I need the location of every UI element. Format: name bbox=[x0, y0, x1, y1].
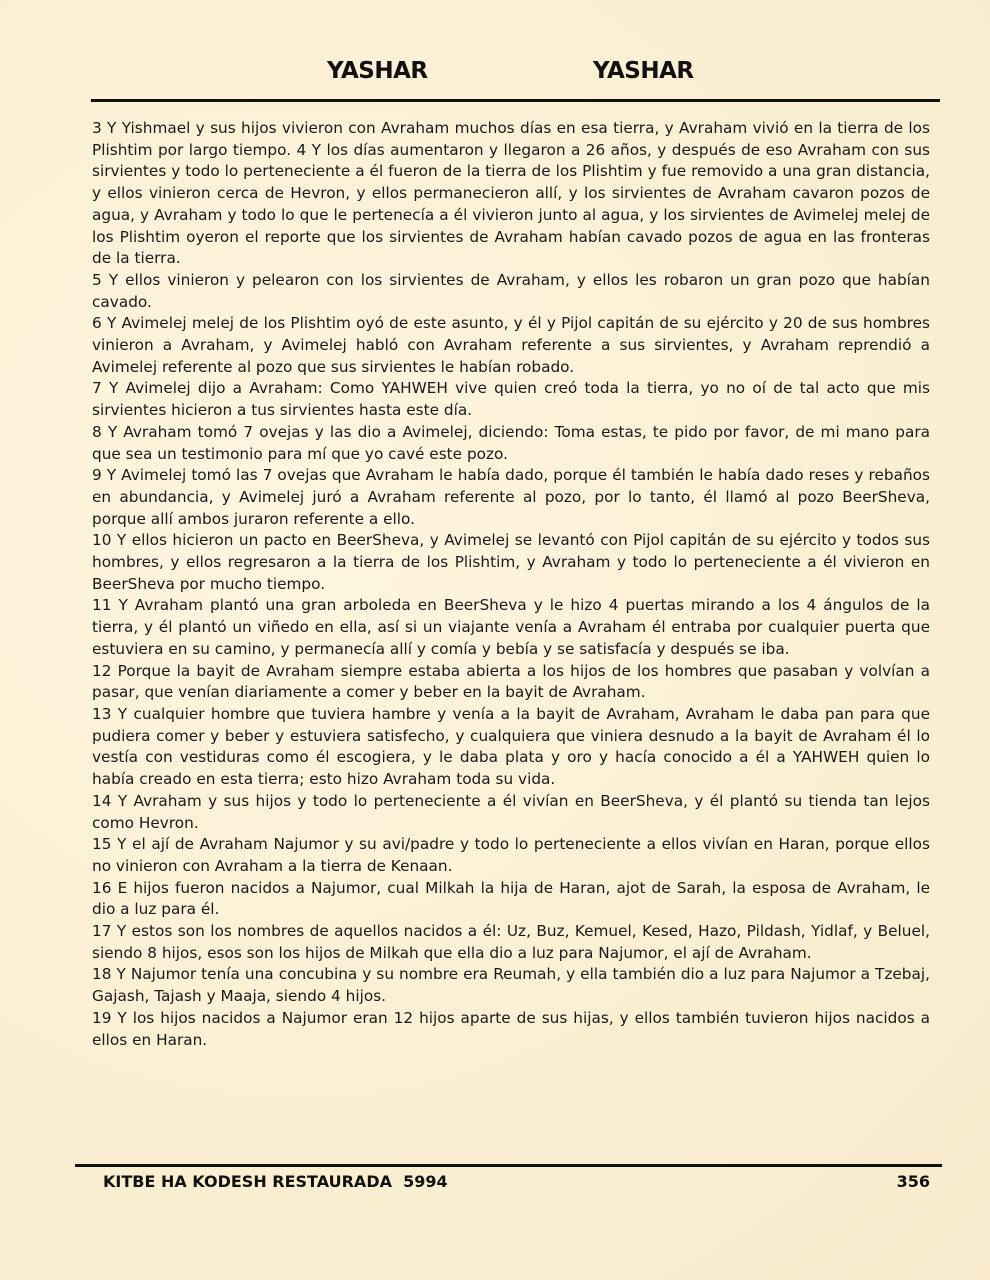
verse-paragraph: 18 Y Najumor tenía una concubina y su nombre era Reumah, y ella también dio a luz para Najumor a Tzebaj, Gajash, Tajash y Maaja, siendo 4 hijos. bbox=[92, 965, 930, 1006]
verse-paragraph: 16 E hijos fueron nacidos a Najumor, cual Milkah la hija de Haran, ajot de Sarah, la esposa de Avraham, le dio a luz para él. bbox=[92, 878, 930, 919]
verse-paragraph: 5 Y ellos vinieron y pelearon con los sirvientes de Avraham, y ellos les robaron un gran pozo que habían cavado. bbox=[92, 270, 930, 311]
page-number: 356 bbox=[896, 1172, 930, 1191]
footer-book-title: KITBE HA KODESH RESTAURADA 5994 bbox=[103, 1172, 448, 1191]
verse-paragraph: 19 Y los hijos nacidos a Najumor eran 12 hijos aparte de sus hijas, y ellos también tuvieron hijos nacidos a ellos en Haran. bbox=[92, 1008, 930, 1049]
verse-paragraph: 10 Y ellos hicieron un pacto en BeerSheva, y Avimelej se levantó con Pijol capitán de su ejército y todos sus hombres, y ellos regresaron a la tierra de los Plishtim, y Avraham y todo lo perteneciente a él vivieron en BeerSheva por mucho tiempo. bbox=[92, 531, 930, 593]
verse-paragraph: 7 Y Avimelej dijo a Avraham: Como YAHWEH vive quien creó toda la tierra, yo no oí de tal acto que mis sirvientes hicieron a tus sirvientes hasta este día. bbox=[92, 379, 930, 420]
verse-paragraph: 14 Y Avraham y sus hijos y todo lo perteneciente a él vivían en BeerSheva, y él plantó su tienda tan lejos como Hevron. bbox=[92, 791, 930, 832]
verse-paragraph: 12 Porque la bayit de Avraham siempre estaba abierta a los hijos de los hombres que pasaban y volvían a pasar, que venían diariamente a comer y beber en la bayit de Avraham. bbox=[92, 661, 930, 702]
verse-paragraph: 15 Y el ají de Avraham Najumor y su avi/padre y todo lo perteneciente a ellos vivían en Haran, porque ellos no vinieron con Avraham a la tierra de Kenaan. bbox=[92, 835, 930, 875]
verse-paragraph: 3 Y Yishmael y sus hijos vivieron con Avraham muchos días en esa tierra, y Avraham vivió en la tierra de los Plishtim por largo tiempo. 4 Y los días aumentaron y llegaron a 26 años, y después de eso Avraham con sus sirvientes y todo lo perteneciente a él fueron de la tierra de los Plishtim y fue removido a una gran distancia, y ellos vinieron cerca de Hevron, y ellos permanecieron allí, y los sirvientes de Avraham cavaron pozos de agua, y Avraham y todo lo que le pertenecía a él vivieron junto al agua, y los sirvientes de Avimelej melej de los Plishtim oyeron el reporte que los sirvientes de Avraham habían cavado pozos de agua en las fronteras de la tierra. bbox=[92, 119, 930, 268]
footer-divider bbox=[75, 1164, 942, 1167]
page-body bbox=[92, 118, 930, 1051]
verse-paragraph: 13 Y cualquier hombre que tuviera hambre y venía a la bayit de Avraham, Avraham le daba pan para que pudiera comer y beber y estuviera satisfecho, y cualquiera que viniera desnudo a la bayit de Avraham él lo vestía con vestiduras como él escogiera, y le daba plata y oro y hacía conocido a él a YAHWEH quien lo había creado en esta tierra; esto hizo Avraham toda su vida. bbox=[92, 704, 930, 789]
verse-paragraph: 9 Y Avimelej tomó las 7 ovejas que Avraham le había dado, porque él también le había dado reses y rebaños en abundancia, y Avimelej juró a Avraham referente al pozo, por lo tanto, él llamó al pozo BeerSheva, porque allí ambos juraron referente a ello. bbox=[92, 466, 930, 528]
header-divider bbox=[91, 99, 940, 102]
verse-paragraph: 17 Y estos son los nombres de aquellos nacidos a él: Uz, Buz, Kemuel, Kesed, Hazo, Pildash, Yidlaf, y Beluel, siendo 8 hijos, esos son los hijos de Milkah que ella dio a luz para Najumor, el ají de Avraham. bbox=[92, 922, 930, 962]
verse-paragraph: 6 Y Avimelej melej de los Plishtim oyó de este asunto, y él y Pijol capitán de su ejército y 20 de sus hombres vinieron a Avraham, y Avimelej habló con Avraham referente a sus sirvientes, y Avraham reprendió a Avimelej referente al pozo que sus sirvientes le habían robado. bbox=[92, 314, 930, 376]
verse-paragraph: 8 Y Avraham tomó 7 ovejas y las dio a Avimelej, diciendo: Toma estas, te pido por favor, de mi mano para que sea un testimonio para mí que yo cavé este pozo. bbox=[92, 422, 930, 463]
verse-paragraph: 11 Y Avraham plantó una gran arboleda en BeerSheva y le hizo 4 puertas mirando a los 4 ángulos de la tierra, y él plantó un viñedo en ella, así si un viajante venía a Avraham él entraba por cualquier puerta que estuviera en su camino, y permanecía allí y comía y bebía y se satisfacía y después se iba. bbox=[92, 596, 930, 658]
running-header bbox=[0, 58, 990, 92]
header-title-left: YASHAR bbox=[327, 58, 428, 84]
header-title-right: YASHAR bbox=[593, 58, 694, 84]
